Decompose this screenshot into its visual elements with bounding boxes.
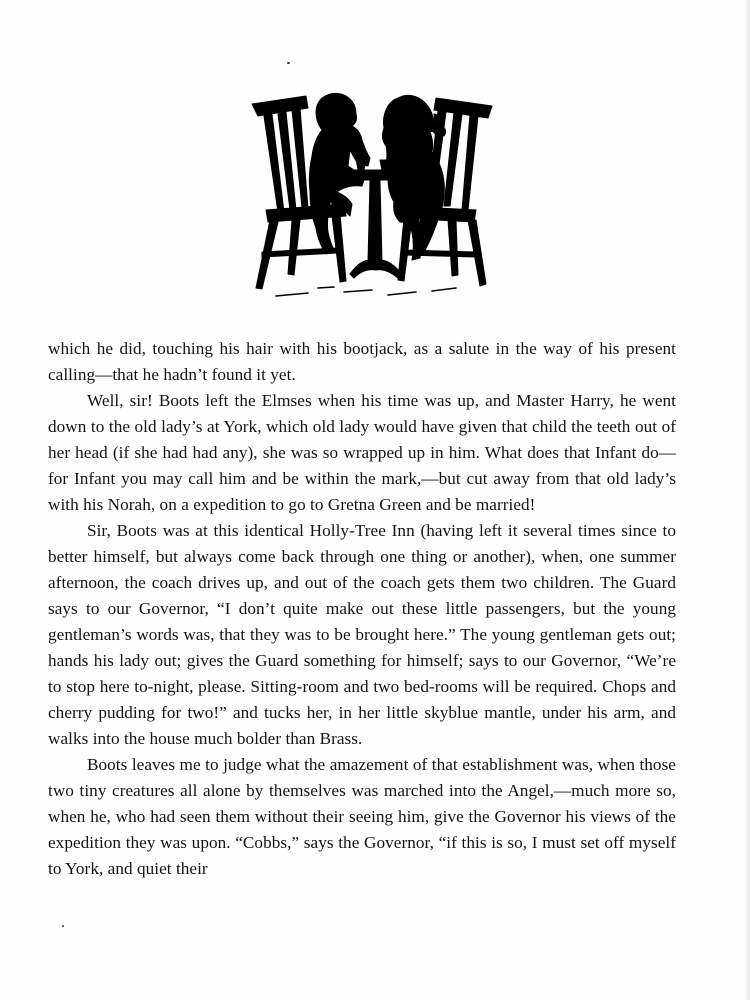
table-base	[350, 260, 402, 278]
floor-mark-4	[432, 288, 456, 291]
page-edge-shadow	[744, 0, 750, 1000]
paragraph-1: which he did, touching his hair with his bootjack, as a salute in the way of his present calling—that he hadn’t found it yet.	[48, 339, 676, 384]
cup-right	[380, 160, 388, 170]
paragraph-2: Well, sir! Boots left the Elmses when his time was up, and Master Harry, he went down to the old lady’s at York, which old lady would have given that child the teeth out of her head (if she had had any), she was so wrapped up in him. What does that Infant do—for Infant you may call him and be within the mark,—but cut away from that old lady’s with his Norah, on a expedition to go to Gretna Green and be married!	[48, 391, 676, 514]
floor-mark-1	[276, 293, 308, 296]
table-pedestal	[368, 180, 382, 262]
floor-mark-3	[388, 292, 416, 295]
floor-mark-5	[318, 287, 334, 288]
silhouette-two-children-at-table-icon	[248, 92, 498, 307]
right-chair-leg-2	[448, 220, 458, 276]
left-chair-leg-2	[288, 220, 300, 275]
paragraph-4: Boots leaves me to judge what the amazement of that establishment was, when those two tiny creatures all alone by themselves was marched into the Angel,—much more so, when he, who had seen them without their seeing him, give the Governor his views of the expedition they was upon. “Cobbs,” says the Governor, “if this is so, I must set off myself to York, and quiet their	[48, 755, 676, 878]
ink-speck	[62, 925, 64, 927]
right-chair-slat-3	[462, 114, 478, 210]
right-chair-slat-2	[444, 112, 462, 206]
floor-mark-2	[344, 290, 372, 292]
paragraph-3: Sir, Boots was at this identical Holly-Tree Inn (having left it several times since to better himself, but always come back through one thing or another), when, one summer afternoon, the coach drives up, and out of the coach gets them two children. The Guard says to our Governor, “I don’t quite make out these little passengers, but the young gentleman’s words was, that they was to be brought here.” The young gentleman gets out; hands his lady out; gives the Guard something for himself; says to our Governor, “We’re to stop here to-night, please. Sitting-room and two bed-rooms will be required. Chops and cherry pudding for two!” and tucks her, in her little skyblue mantle, under his arm, and walks into the house much bolder than Brass.	[48, 521, 676, 748]
ink-speck	[287, 62, 290, 64]
cup-left	[356, 158, 366, 170]
body-text	[48, 336, 676, 882]
